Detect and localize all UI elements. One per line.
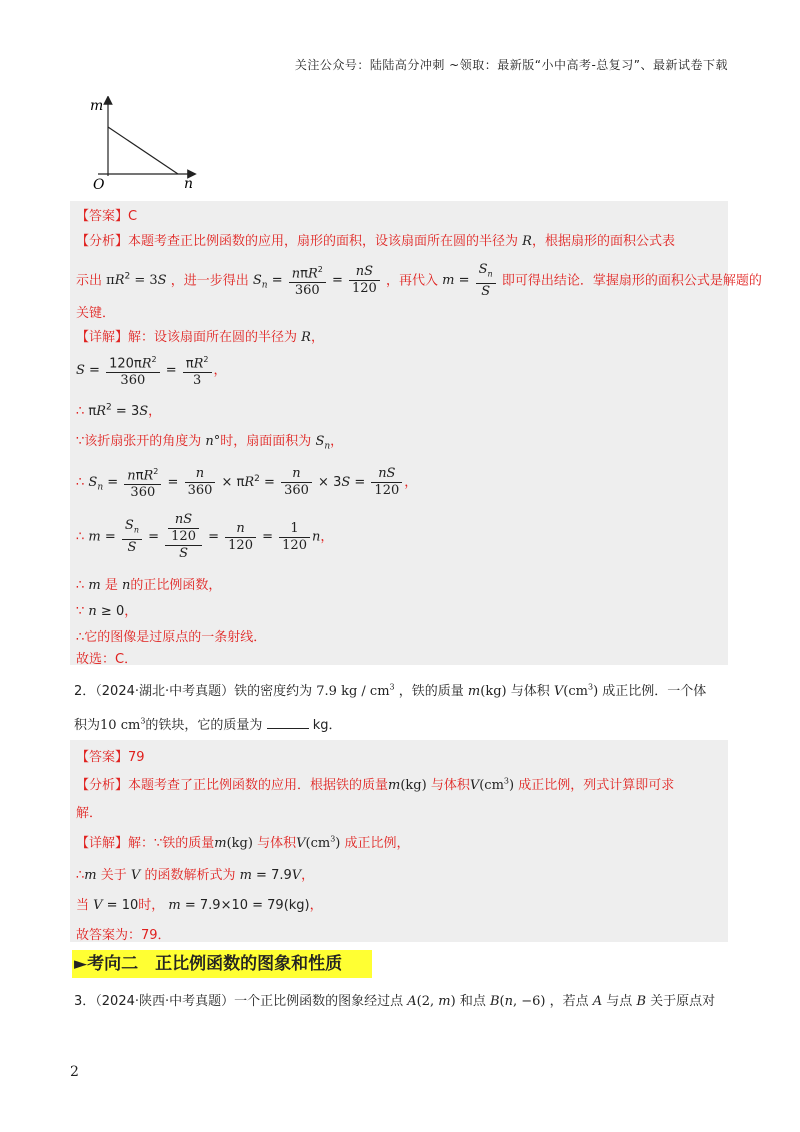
q1-detail-line1: 【详解】解：设该扇面所在圆的半径为 R， [76,330,324,345]
q1-analysis-line3: 关键． [76,306,116,321]
q1-analysis-line1: 【分析】本题考查正比例函数的应用，扇形的面积，设该扇面所在圆的半径为 R，根据扇形的面积公式表 [76,234,675,249]
q2-detail-line3: 当 V = 10时， m = 7.9×10 = 79(kg)， [76,898,323,913]
q2-analysis-line1: 【分析】本题考查了正比例函数的应用．根据铁的质量m(kg) 与体积$V(cm^3)$ 成正比例，列式计算即可求 [76,776,675,793]
q2-analysis-line2: 解． [76,806,103,821]
answer-blank[interactable] [267,716,309,729]
q3-stem: 3．（2024·陕西·中考真题）一个正比例函数的图象经过点 A(2, m) 和点 B(n, −6) ，若点 A 与点 B 关于原点对 [74,994,716,1009]
q1-eq-m: ∴ m = $\frac{S_n}{S}$ = $\frac{\frac{nS}{120}}{S}$ = $\frac{n}{120}$ = $\frac{1}{120}$ n， [76,512,334,561]
q1-eq-area: S = $\frac{120\pi R^2}{360}$ = $\frac{\pi R^2}{3}$ ， [76,352,227,389]
page-header: 关注公众号：陆陆高分冲刺 ~领取：最新版“小中高考-总复习”、最新试卷下载 [294,58,728,72]
x-axis-label: n [184,176,194,192]
q1-choose: 故选：C． [76,652,138,667]
section-heading: ►考向二 正比例函数的图象和性质 [72,950,372,978]
q1-analysis-line2: 示出 $\pi R^2 = 3S$ ，进一步得出 $S_n$ = $\frac{n\pi R^2}{360}$ = $\frac{nS}{120}$ ，再代入 m = $\frac{S_n}{S}$ 即可得出结论．掌握扇形的面积公式是解题的 [76,262,762,299]
q1-detail-ray: ∴它的图像是过原点的一条射线． [76,630,267,645]
q1-eq-therefore1: ∴ $\pi R^2 = 3S$， [76,402,162,419]
function-graph [84,96,204,196]
q2-detail-line1: 【详解】解：∵铁的质量m(kg) 与体积$V(cm^3)$ 成正比例， [76,834,410,851]
y-axis-label: m [90,98,104,114]
page-number: 2 [70,1064,79,1080]
q1-answer: 【答案】C [76,209,138,224]
q2-stem-line1: 2．（2024·湖北·中考真题）铁的密度约为 7.9 kg / $cm^3$ ，铁的质量 m(kg) 与体积 $V(cm^3)$ 成正比例．一个体 [74,682,707,699]
origin-label: O [93,177,105,193]
q1-detail-nonneg: ∵ n ≥ 0， [76,604,138,619]
q2-answer: 【答案】79 [76,750,145,765]
q2-detail-line2: ∴m 关于 V 的函数解析式为 m = 7.9V， [76,868,315,883]
q2-final: 故答案为：79． [76,928,171,943]
q1-eq-sn: ∴ $S_n$ = $\frac{n\pi R^2}{360}$ = $\frac{n}{360}$ × $\pi R^2$ = $\frac{n}{360}$ × 3S = $\frac{nS}{120}$ ， [76,464,417,501]
q1-detail-angle: ∵该折扇张开的角度为 n°时，扇面面积为 $S_n$， [76,434,344,452]
graph-line [108,127,178,174]
q1-detail-proportional: ∴ m 是 n的正比例函数， [76,578,222,593]
q2-stem-line2: 积为10 $cm^3$的铁块，它的质量为 kg． [74,716,342,733]
